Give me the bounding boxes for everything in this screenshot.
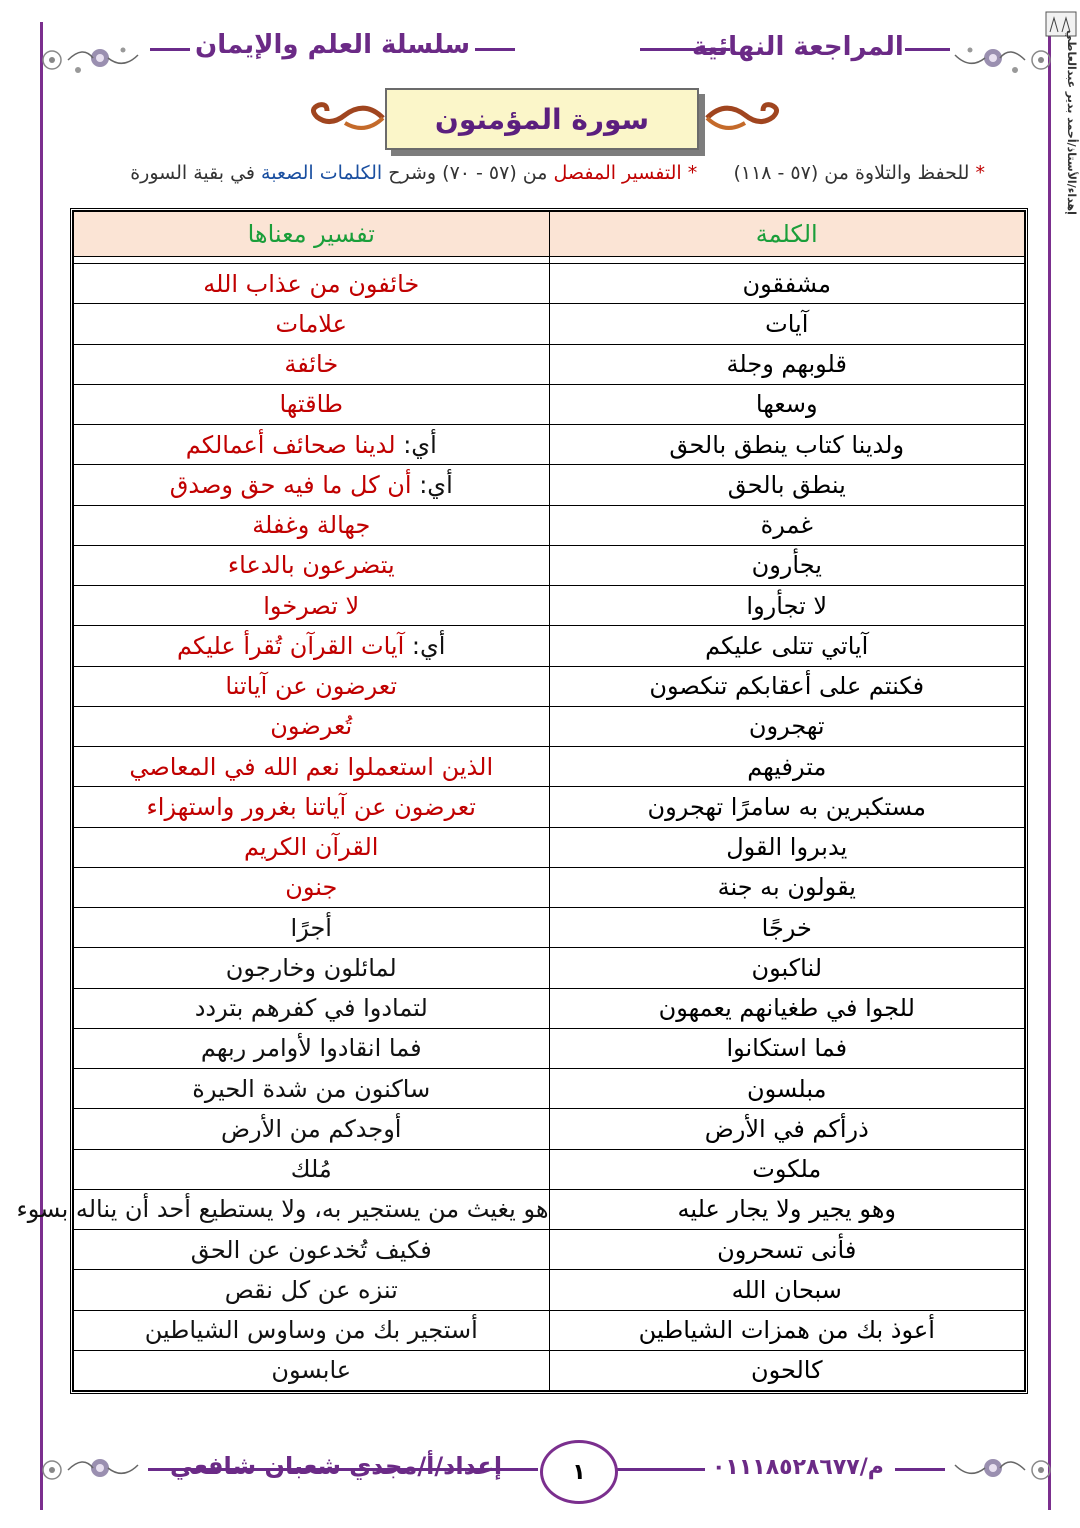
- meaning-text: هو يغيث من يستجير به، ولا يستطيع أحد أن يناله بسوء: [16, 1195, 549, 1224]
- table-row: [74, 465, 1025, 505]
- meaning-cell: [74, 586, 550, 626]
- word-cell: سبحان الله: [549, 1270, 1025, 1310]
- floral-ornament-icon: [38, 1450, 148, 1490]
- table-row: [74, 626, 1025, 666]
- scroll-ornament-icon: [305, 95, 385, 141]
- word-cell: يجأرون: [549, 545, 1025, 585]
- table-row: [74, 1230, 1025, 1270]
- table-row: [74, 1028, 1025, 1068]
- word-cell: مترفيهم: [549, 747, 1025, 787]
- meaning-cell: [74, 1069, 550, 1109]
- word-cell: خرجًا: [549, 908, 1025, 948]
- footer-phone: م/٠١١١٨٥٢٨٦٧٧: [712, 1455, 884, 1480]
- table-row: [74, 988, 1025, 1028]
- rest-of-surah: في بقية السورة: [130, 162, 255, 184]
- meaning-cell: [74, 344, 550, 384]
- meaning-text: أوجدكم من الأرض: [221, 1114, 402, 1143]
- word-cell: وسعها: [549, 384, 1025, 424]
- word-cell: وهو يجير ولا يجار عليه: [549, 1189, 1025, 1229]
- word-cell: فما استكانوا: [549, 1028, 1025, 1068]
- meaning-text: تعرضون عن آياتنا: [225, 672, 398, 701]
- meaning-text: فما انقادوا لأوامر ربهم: [200, 1034, 422, 1063]
- floral-ornament-icon: [945, 40, 1055, 80]
- meaning-cell: [74, 1230, 550, 1270]
- word-cell: مستكبرين به سامرًا تهجرون: [549, 787, 1025, 827]
- author-prefix: إعداد/أ/: [417, 1452, 503, 1480]
- meaning-cell: [74, 988, 550, 1028]
- word-cell: للجوا في طغيانهم يعمهون: [549, 988, 1025, 1028]
- meaning-cell: [74, 1028, 550, 1068]
- word-cell: فكنتم على أعقابكم تنكصون: [549, 666, 1025, 706]
- meaning-text: ساكنون من شدة الحيرة: [192, 1074, 431, 1103]
- table-row: [74, 706, 1025, 746]
- word-cell: مبلسون: [549, 1069, 1025, 1109]
- table-row: [74, 384, 1025, 424]
- meaning-text: خائفة: [284, 350, 339, 379]
- meaning-text: آيات القرآن تُقرأ عليكم: [177, 631, 405, 660]
- header-line-left: [150, 48, 190, 51]
- table-row: [74, 1069, 1025, 1109]
- meaning-cell: [74, 1310, 550, 1350]
- meaning-text: لا تصرخوا: [263, 591, 360, 620]
- floral-ornament-icon: [38, 40, 148, 80]
- meaning-text: أن كل ما فيه حق وصدق: [169, 470, 412, 499]
- meaning-text: لمائلون وخارجون: [225, 953, 397, 982]
- meaning-cell: [74, 505, 550, 545]
- meaning-cell: [74, 425, 550, 465]
- table-row: [74, 666, 1025, 706]
- meaning-cell: [74, 384, 550, 424]
- meaning-text: يتضرعون بالدعاء: [227, 551, 395, 580]
- meaning-cell: [74, 1149, 550, 1189]
- meaning-cell: [74, 908, 550, 948]
- table-row: [74, 505, 1025, 545]
- table-row: [74, 1350, 1025, 1390]
- meaning-prefix: أي:: [403, 430, 437, 459]
- column-header-word: الكلمة: [549, 212, 1025, 257]
- header-line-center-left: [475, 48, 515, 51]
- meaning-cell: [74, 545, 550, 585]
- table-spacer-row: [74, 257, 1025, 264]
- word-cell: ينطق بالحق: [549, 465, 1025, 505]
- word-cell: مشفقون: [549, 264, 1025, 304]
- word-cell: لناكبون: [549, 948, 1025, 988]
- meaning-text: خائفون من عذاب الله: [203, 269, 420, 298]
- footer-line-right: [615, 1468, 705, 1471]
- meaning-text: لتمادوا في كفرهم بتردد: [194, 994, 428, 1023]
- table-row: [74, 344, 1025, 384]
- memorize-range: للحفظ والتلاوة من (٥٧ - ١١٨): [733, 162, 970, 184]
- meaning-text: طاقتها: [279, 390, 343, 419]
- footer-author: [170, 1452, 502, 1480]
- scope-note: [130, 162, 985, 184]
- table-row: [74, 1270, 1025, 1310]
- star-bullet: *: [975, 162, 985, 184]
- word-cell: ملكوت: [549, 1149, 1025, 1189]
- floral-ornament-icon: [945, 1450, 1055, 1490]
- meaning-text: فكيف تُخدعون عن الحق: [190, 1235, 432, 1264]
- author-name: مجدي شعبان شافعي: [170, 1452, 418, 1480]
- meaning-cell: [16, 1189, 550, 1229]
- tafsir-range: من (٥٧ - ٧٠) وشرح: [388, 162, 548, 184]
- meaning-text: تنزه عن كل نقص: [224, 1275, 398, 1304]
- word-cell: آياتي تتلى عليكم: [549, 626, 1025, 666]
- table-row: [74, 867, 1025, 907]
- meaning-text: لدينا صحائف أعمالكم: [185, 430, 396, 459]
- word-cell: يدبروا القول: [549, 827, 1025, 867]
- meaning-text: جهالة وغفلة: [252, 511, 371, 540]
- word-cell: كالحون: [549, 1350, 1025, 1390]
- footer-line-far-right: [895, 1468, 945, 1471]
- meaning-cell: [74, 867, 550, 907]
- table-row: [74, 304, 1025, 344]
- header-left-title: سلسلة العلم والإيمان: [195, 30, 471, 60]
- meaning-cell: [74, 465, 550, 505]
- tafsir-label: التفسير المفصل: [553, 162, 682, 184]
- meaning-cell: [74, 1270, 550, 1310]
- table-row: [74, 425, 1025, 465]
- table-row: [74, 948, 1025, 988]
- meaning-prefix: أي:: [411, 631, 446, 660]
- table-row: [74, 264, 1025, 304]
- word-cell: فأنى تسحرون: [549, 1230, 1025, 1270]
- word-cell: ذرأكم في الأرض: [549, 1109, 1025, 1149]
- meaning-cell: [74, 264, 550, 304]
- table-row: [74, 545, 1025, 585]
- word-cell: آيات: [549, 304, 1025, 344]
- table-row: [74, 1149, 1025, 1189]
- meaning-text: جنون: [285, 873, 338, 902]
- table-row: [74, 908, 1025, 948]
- table-row: [74, 586, 1025, 626]
- meaning-cell: [74, 626, 550, 666]
- meaning-text: أستجير بك من وساوس الشياطين: [144, 1316, 478, 1345]
- column-header-meaning: تفسير معناها: [74, 212, 550, 257]
- meaning-cell: [74, 1350, 550, 1390]
- side-credit: إهداء/الأستاذ/أحمد بدير عبدالعاطي: [1065, 30, 1078, 215]
- table-row: [74, 827, 1025, 867]
- word-cell: تهجرون: [549, 706, 1025, 746]
- star-bullet: *: [687, 162, 698, 184]
- meaning-cell: [74, 827, 550, 867]
- table-row: [74, 787, 1025, 827]
- meaning-text: تُعرضون: [270, 712, 353, 741]
- word-cell: قلوبهم وجلة: [549, 344, 1025, 384]
- difficult-words-label: الكلمات الصعبة: [261, 162, 383, 184]
- scroll-ornament-icon: [705, 95, 785, 141]
- meaning-cell: [74, 787, 550, 827]
- meaning-cell: [74, 1109, 550, 1149]
- meaning-prefix: أي:: [419, 470, 453, 499]
- meaning-text: علامات: [275, 309, 347, 338]
- header-line-right: [905, 48, 950, 51]
- table-row: [74, 747, 1025, 787]
- meaning-text: القرآن الكريم: [244, 833, 379, 862]
- word-cell: غمرة: [549, 505, 1025, 545]
- meaning-cell: [74, 304, 550, 344]
- word-cell: لا تجأروا: [549, 586, 1025, 626]
- meaning-text: تعرضون عن آياتنا بغرور واستهزاء: [146, 792, 476, 821]
- meaning-text: أجرًا: [290, 913, 332, 942]
- meaning-text: الذين استعملوا نعم الله في المعاصي: [129, 752, 494, 781]
- page-number: ١: [540, 1440, 618, 1504]
- word-cell: ولدينا كتاب ينطق بالحق: [549, 425, 1025, 465]
- meaning-cell: [74, 948, 550, 988]
- table-row: [74, 1189, 1025, 1229]
- surah-title: سورة المؤمنون: [385, 88, 699, 150]
- word-cell: يقولون به جنة: [549, 867, 1025, 907]
- meaning-text: مُلك: [290, 1155, 332, 1184]
- meaning-text: عابسون: [271, 1356, 352, 1385]
- table-row: [74, 1109, 1025, 1149]
- spacer-cell: [549, 257, 1025, 264]
- meaning-cell: [74, 706, 550, 746]
- table-row: [74, 1310, 1025, 1350]
- meaning-cell: [74, 666, 550, 706]
- table-header-row: [74, 212, 1025, 257]
- spacer-cell: [74, 257, 550, 264]
- meaning-cell: [74, 747, 550, 787]
- word-cell: أعوذ بك من همزات الشياطين: [549, 1310, 1025, 1350]
- header-right-title: المراجعة النهائية: [692, 32, 904, 62]
- vocabulary-table: [16, 208, 1028, 1394]
